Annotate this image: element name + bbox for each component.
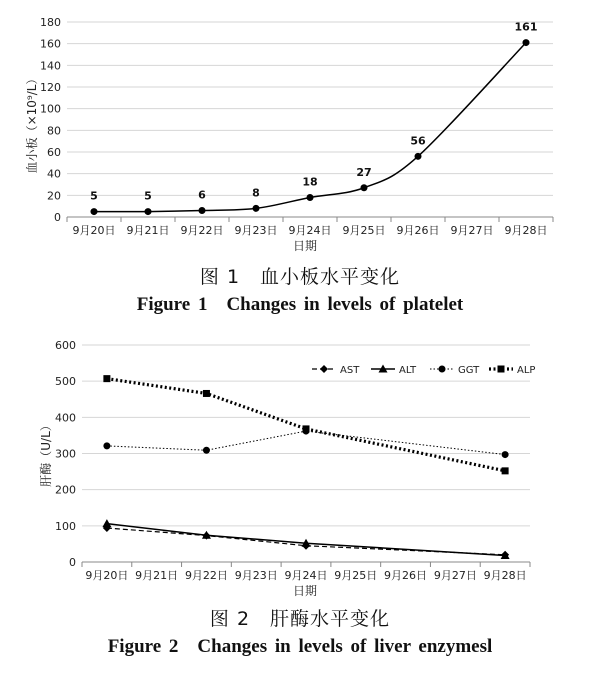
y-tick-label: 400 [55, 411, 76, 425]
y-tick-label: 80 [47, 124, 61, 138]
x-tick-label: 9月24日 [284, 569, 328, 582]
data-point [523, 39, 530, 46]
series-line-alp [107, 379, 505, 471]
data-point-ggt [103, 442, 110, 449]
legend-marker-ggt [439, 366, 446, 373]
data-point [361, 184, 368, 191]
figure2-caption-english: Figure 2 Changes in levels of liver enzymesl [107, 636, 493, 657]
chart2-x-tick-labels [85, 569, 526, 582]
y-tick-label: 40 [47, 167, 61, 181]
y-tick-label: 600 [55, 339, 76, 352]
data-point [307, 194, 314, 201]
data-point [415, 153, 422, 160]
data-label: 27 [356, 165, 372, 179]
x-tick-label: 9月20日 [72, 224, 116, 237]
legend-marker-ast [320, 365, 328, 373]
y-tick-label: 0 [54, 211, 61, 224]
figure1-caption-english: Figure 1 Changes in levels of platelet [136, 294, 464, 315]
x-tick-label: 9月22日 [184, 569, 228, 582]
y-tick-label: 120 [40, 81, 61, 94]
chart2-y-axis-title: 肝酶（U/L） [39, 419, 53, 487]
data-point-alp [303, 425, 310, 432]
data-point-alp [502, 467, 509, 474]
y-tick-label: 0 [69, 556, 76, 569]
legend-label-alp: ALP [517, 365, 536, 376]
data-point-alt [102, 519, 111, 527]
chart1-data-labels [90, 21, 537, 203]
data-label: 56 [410, 134, 426, 148]
chart2-gridlines [82, 345, 530, 567]
y-tick-label: 300 [55, 447, 76, 461]
y-tick-label: 20 [47, 189, 61, 203]
x-tick-label: 9月23日 [234, 224, 278, 237]
data-label: 8 [252, 186, 260, 200]
x-tick-label: 9月28日 [483, 569, 527, 582]
legend-marker-alp [498, 366, 505, 373]
chart2-x-axis-title: 日期 [292, 584, 318, 598]
series-line-ggt [107, 431, 505, 455]
x-tick-label: 9月23日 [234, 569, 278, 582]
y-tick-label: 100 [40, 102, 61, 116]
figure2-caption-chinese: 图 2 肝酶水平变化 [209, 608, 391, 630]
data-point-alp [103, 375, 110, 382]
legend-label-ggt: GGT [458, 365, 480, 376]
x-tick-label: 9月28日 [504, 224, 548, 237]
chart2-legend [312, 365, 535, 377]
x-tick-label: 9月25日 [342, 224, 386, 237]
chart1-y-axis-title: 血小板（×10⁹/L） [25, 72, 39, 174]
x-tick-label: 9月26日 [384, 569, 428, 582]
y-tick-label: 180 [40, 16, 61, 29]
data-point [199, 207, 206, 214]
y-tick-label: 100 [55, 519, 76, 533]
y-tick-label: 500 [55, 375, 76, 389]
liver-enzyme-chart [0, 330, 600, 600]
x-tick-label: 9月25日 [334, 569, 378, 582]
y-tick-label: 160 [40, 37, 61, 51]
x-tick-label: 9月20日 [85, 569, 129, 582]
x-tick-label: 9月24日 [288, 224, 332, 237]
legend-label-ast: AST [340, 365, 360, 376]
data-point-ggt [502, 451, 509, 458]
platelet-chart [0, 0, 600, 262]
y-tick-label: 60 [47, 146, 61, 159]
data-point [145, 208, 152, 215]
chart1-x-axis-title: 日期 [292, 239, 318, 253]
chart2-series [102, 375, 509, 559]
chart2-y-tick-labels [55, 339, 76, 569]
data-label: 6 [198, 188, 206, 202]
chart1-x-tick-labels [73, 224, 548, 237]
x-tick-label: 9月27日 [450, 224, 494, 237]
figure1-caption-chinese: 图 1 血小板水平变化 [199, 266, 401, 288]
x-tick-label: 9月26日 [396, 224, 440, 237]
data-point [253, 205, 260, 212]
x-tick-label: 9月22日 [180, 224, 224, 237]
chart1-y-tick-labels [40, 16, 61, 224]
data-point-ggt [203, 447, 210, 454]
legend-label-alt: ALT [399, 365, 417, 376]
data-point-alp [203, 390, 210, 397]
data-label: 5 [144, 189, 152, 203]
chart1-gridlines [67, 22, 553, 222]
data-point [91, 208, 98, 215]
data-label: 5 [90, 189, 98, 203]
x-tick-label: 9月21日 [126, 224, 170, 237]
data-label: 18 [302, 175, 318, 189]
data-label: 161 [514, 20, 538, 34]
y-tick-label: 200 [55, 483, 76, 497]
y-tick-label: 140 [40, 59, 61, 73]
x-tick-label: 9月21日 [135, 569, 179, 582]
x-tick-label: 9月27日 [433, 569, 477, 582]
